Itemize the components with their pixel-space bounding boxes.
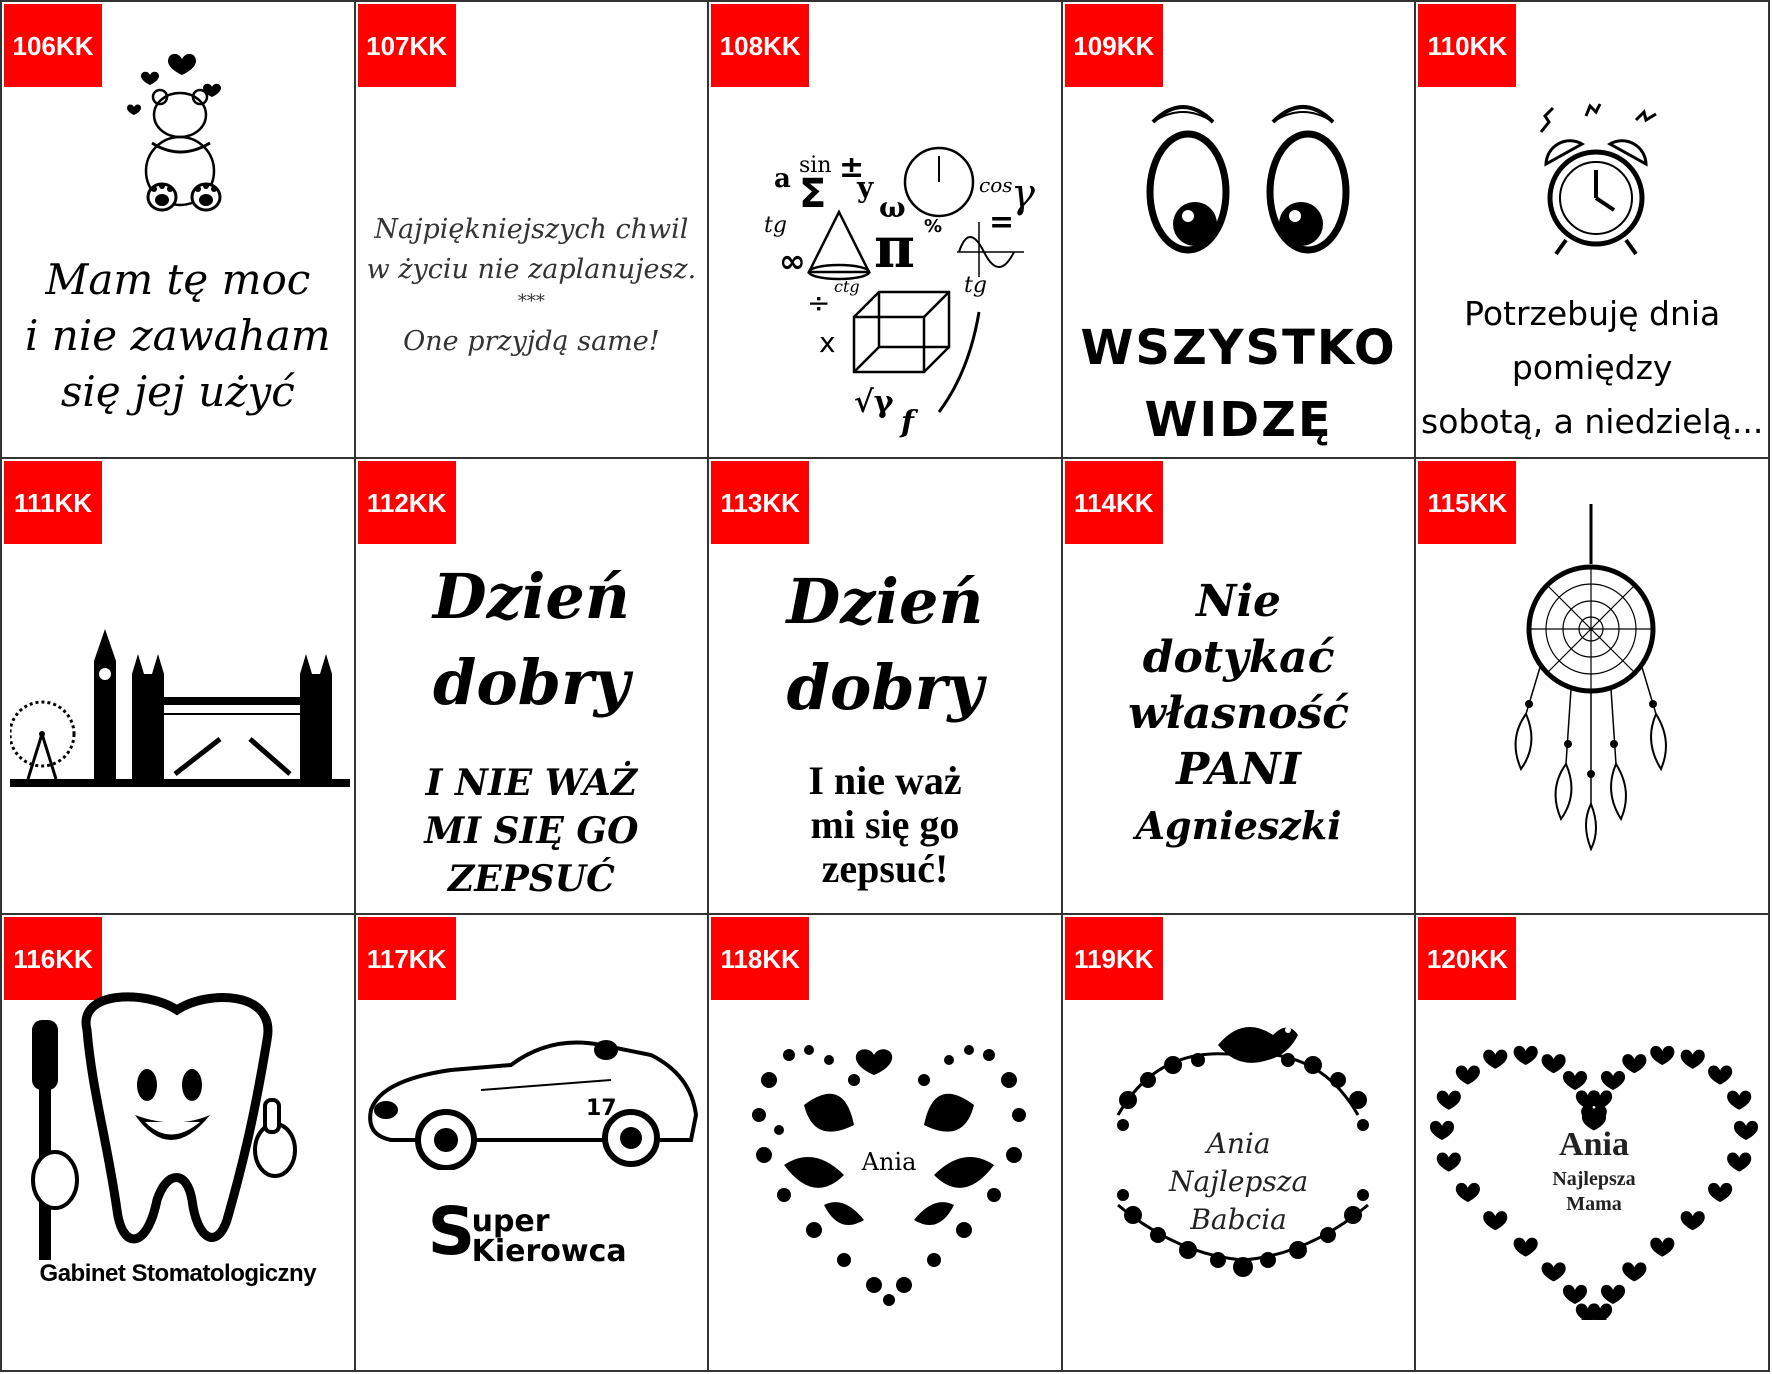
cell-120[interactable]	[1415, 914, 1769, 1371]
small-heart-icon	[1430, 1121, 1454, 1140]
small-heart-icon	[1651, 1238, 1675, 1257]
code-badge: 118KK	[711, 917, 809, 1000]
cell-112[interactable]	[355, 458, 709, 915]
greeting-text: Dzień dobry	[432, 559, 630, 719]
f-symbol: f	[901, 405, 915, 440]
slogan-text: WSZYSTKO WIDZĘ	[1080, 320, 1397, 448]
small-heart-icon	[1708, 1183, 1732, 1202]
code-badge: 111KK	[4, 461, 102, 544]
name-text: Ania	[861, 1148, 917, 1177]
sqrt-gamma-symbol: √γ	[854, 385, 894, 420]
x-symbol: x	[819, 326, 836, 359]
code-badge: 117KK	[358, 917, 456, 1000]
cell-110[interactable]	[1415, 1, 1769, 458]
code-badge: 109KK	[1065, 4, 1163, 87]
alarm-clock-icon	[1526, 102, 1666, 262]
omega-symbol: ω	[879, 191, 906, 224]
cartoon-eyes-icon	[1143, 92, 1353, 272]
ctg-symbol: ctg	[834, 277, 860, 296]
floral-heart-icon	[744, 1025, 1034, 1315]
small-heart-icon	[1681, 1211, 1705, 1230]
sigma-symbol: Σ	[799, 171, 827, 217]
cell-119[interactable]	[1062, 914, 1416, 1371]
plus-minus-symbol: ±	[839, 150, 865, 185]
ownership-text: Nie dotykać własność PANI Agnieszki	[1128, 575, 1350, 848]
small-heart-icon	[1437, 1153, 1461, 1172]
clinic-name: Gabinet Stomatologiczny	[39, 1260, 317, 1288]
small-heart-icon	[1727, 1153, 1751, 1172]
quote-text: Najpiękniejszych chwil w życiu nie zaplanujesz. *** One przyjdą same!	[366, 214, 697, 357]
pi-symbol: π	[874, 215, 916, 281]
math-heart-icon	[739, 142, 1039, 442]
gamma-symbol: γ	[1011, 171, 1036, 217]
small-heart-icon	[1563, 1071, 1587, 1090]
dedication-text: Ania Najlepsza Babcia	[1169, 1127, 1309, 1237]
cell-118[interactable]	[708, 914, 1062, 1371]
car-number: 17	[585, 1096, 617, 1122]
code-badge: 114KK	[1065, 461, 1163, 544]
small-heart-icon	[1727, 1091, 1751, 1110]
cell-106[interactable]	[1, 1, 355, 458]
name-text: Ania	[1559, 1126, 1630, 1164]
title-line-1: Najlepsza	[1552, 1168, 1637, 1191]
small-heart-icon	[1708, 1066, 1732, 1085]
small-heart-icon	[1601, 1071, 1625, 1090]
cell-117[interactable]	[355, 914, 709, 1371]
small-heart-icon	[1623, 1263, 1647, 1282]
code-badge: 115KK	[1418, 461, 1516, 544]
cell-107[interactable]	[355, 1, 709, 458]
code-badge: 108KK	[711, 4, 809, 87]
cell-109[interactable]	[1062, 1, 1416, 458]
code-badge: 116KK	[4, 917, 102, 1000]
small-heart-icon	[1514, 1046, 1538, 1065]
small-heart-icon	[1681, 1050, 1705, 1069]
vintage-car-icon	[361, 1030, 706, 1170]
teddy-bear-hearts-icon	[122, 47, 242, 222]
tooth-toothbrush-icon	[17, 990, 317, 1260]
code-badge: 113KK	[711, 461, 809, 544]
small-heart-icon	[1514, 1238, 1538, 1257]
super-kierowca-logo: S uper Kierowca	[427, 1193, 627, 1271]
cell-111[interactable]	[1, 458, 355, 915]
small-heart-icon	[1542, 1263, 1566, 1282]
small-heart-icon	[1563, 1285, 1587, 1304]
cos-symbol: cos	[979, 173, 1013, 197]
code-badge: 120KK	[1418, 917, 1516, 1000]
cell-113[interactable]	[708, 458, 1062, 915]
small-heart-icon	[1651, 1046, 1675, 1065]
dreamcatcher-icon	[1486, 504, 1696, 854]
cell-108[interactable]	[708, 1, 1062, 458]
equals-symbol: =	[989, 205, 1015, 240]
divide-symbol: ÷	[807, 286, 831, 319]
small-heart-icon	[1456, 1183, 1480, 1202]
small-heart-icon	[1542, 1054, 1566, 1073]
code-badge: 106KK	[4, 4, 102, 87]
london-skyline-icon	[10, 619, 350, 799]
warning-text: I NIE WAŻ MI SIĘ GO ZEPSUĆ	[424, 761, 639, 900]
code-badge: 110KK	[1418, 4, 1516, 87]
warning-text: I nie waż mi się go zepsuć!	[808, 757, 962, 891]
svg-text:tg: tg	[964, 273, 988, 298]
infinity-symbol: ∞	[779, 242, 806, 280]
small-heart-icon	[1734, 1121, 1758, 1140]
sin-symbol: sin	[799, 153, 832, 178]
small-heart-icon	[1601, 1285, 1625, 1304]
code-badge: 119KK	[1065, 917, 1163, 1000]
quote-text: Mam tę moc i nie zawaham się jej użyć	[25, 255, 331, 416]
small-heart-icon	[1437, 1091, 1461, 1110]
percent-symbol: %	[924, 216, 943, 237]
cell-115[interactable]	[1415, 458, 1769, 915]
small-heart-icon	[1623, 1054, 1647, 1073]
title-line-2: Mama	[1566, 1193, 1623, 1216]
small-heart-icon	[1484, 1050, 1508, 1069]
quote-text: Potrzebuję dnia pomiędzy sobotą, a niedzielą...	[1421, 294, 1764, 441]
tg-symbol: tg	[764, 213, 788, 238]
code-badge: 107KK	[358, 4, 456, 87]
hearts-heart-icon	[1424, 1020, 1764, 1320]
code-badge: 112KK	[358, 461, 456, 544]
cell-116[interactable]	[1, 914, 355, 1371]
a-symbol: a	[774, 164, 792, 194]
small-heart-icon	[1484, 1211, 1508, 1230]
y-symbol: y	[857, 171, 874, 204]
small-heart-icon	[1456, 1066, 1480, 1085]
greeting-text: Dzień dobry	[786, 564, 984, 724]
cell-114[interactable]	[1062, 458, 1416, 915]
